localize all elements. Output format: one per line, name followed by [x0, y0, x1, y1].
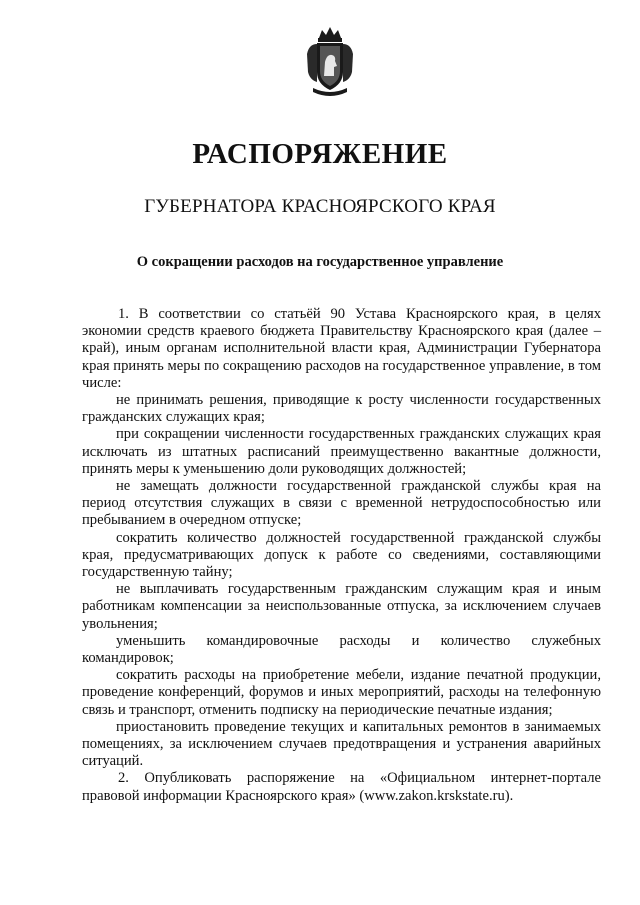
- coat-of-arms-icon: [305, 24, 355, 98]
- document-title: РАСПОРЯЖЕНИЕ: [192, 138, 448, 170]
- paragraph-1: 1. В соответствии со статьёй 90 Устава Красноярского края, в целях экономии средств краевого бюджета Правительству Красноярского края (далее – край), иным органам исполнительной власти края, Администрации Губернатора края принять меры по сокращению расходов на государственное управление, в том числе:: [82, 306, 601, 391]
- list-item: при сокращении численности государственных гражданских служащих края исключать из штатных расписаний преимущественно вакантные должности, принять меры к уменьшению доли руководящих должностей;: [82, 426, 601, 477]
- document-body: [82, 306, 601, 805]
- list-item: не выплачивать государственным гражданским служащим края и иным работникам компенсации за неиспользованные отпуска, за исключением случаев увольнения;: [82, 581, 601, 632]
- issuer-title: ГУБЕРНАТОРА КРАСНОЯРСКОГО КРАЯ: [144, 196, 496, 217]
- paragraph-2: 2. Опубликовать распоряжение на «Официальном интернет-портале правовой информации Красноярского края» (www.zakon.krskstate.ru).: [82, 770, 601, 804]
- list-item: уменьшить командировочные расходы и количество служебных командировок;: [82, 632, 601, 667]
- list-item: сократить количество должностей государственной гражданской службы края, предусматривающих допуск к работе со сведениями, составляющими государственную тайну;: [82, 529, 601, 581]
- list-item: не замещать должности государственной гражданской службы края на период отсутствия служащих в связи с временной нетрудоспособностью или пребыванием в очередном отпуске;: [82, 478, 601, 529]
- list-item: сократить расходы на приобретение мебели, издание печатной продукции, проведение конференций, форумов и иных мероприятий, расходы на телефонную связь и транспорт, отменить подписку на периодические печатные издания;: [82, 667, 601, 718]
- list-item: приостановить проведение текущих и капитальных ремонтов в занимаемых помещениях, за исключением случаев предотвращения и устранения аварийных ситуаций.: [82, 718, 601, 770]
- list-item: не принимать решения, приводящие к росту численности государственных гражданских служащих края;: [82, 392, 601, 426]
- document-subject: О сокращении расходов на государственное управление: [136, 254, 504, 270]
